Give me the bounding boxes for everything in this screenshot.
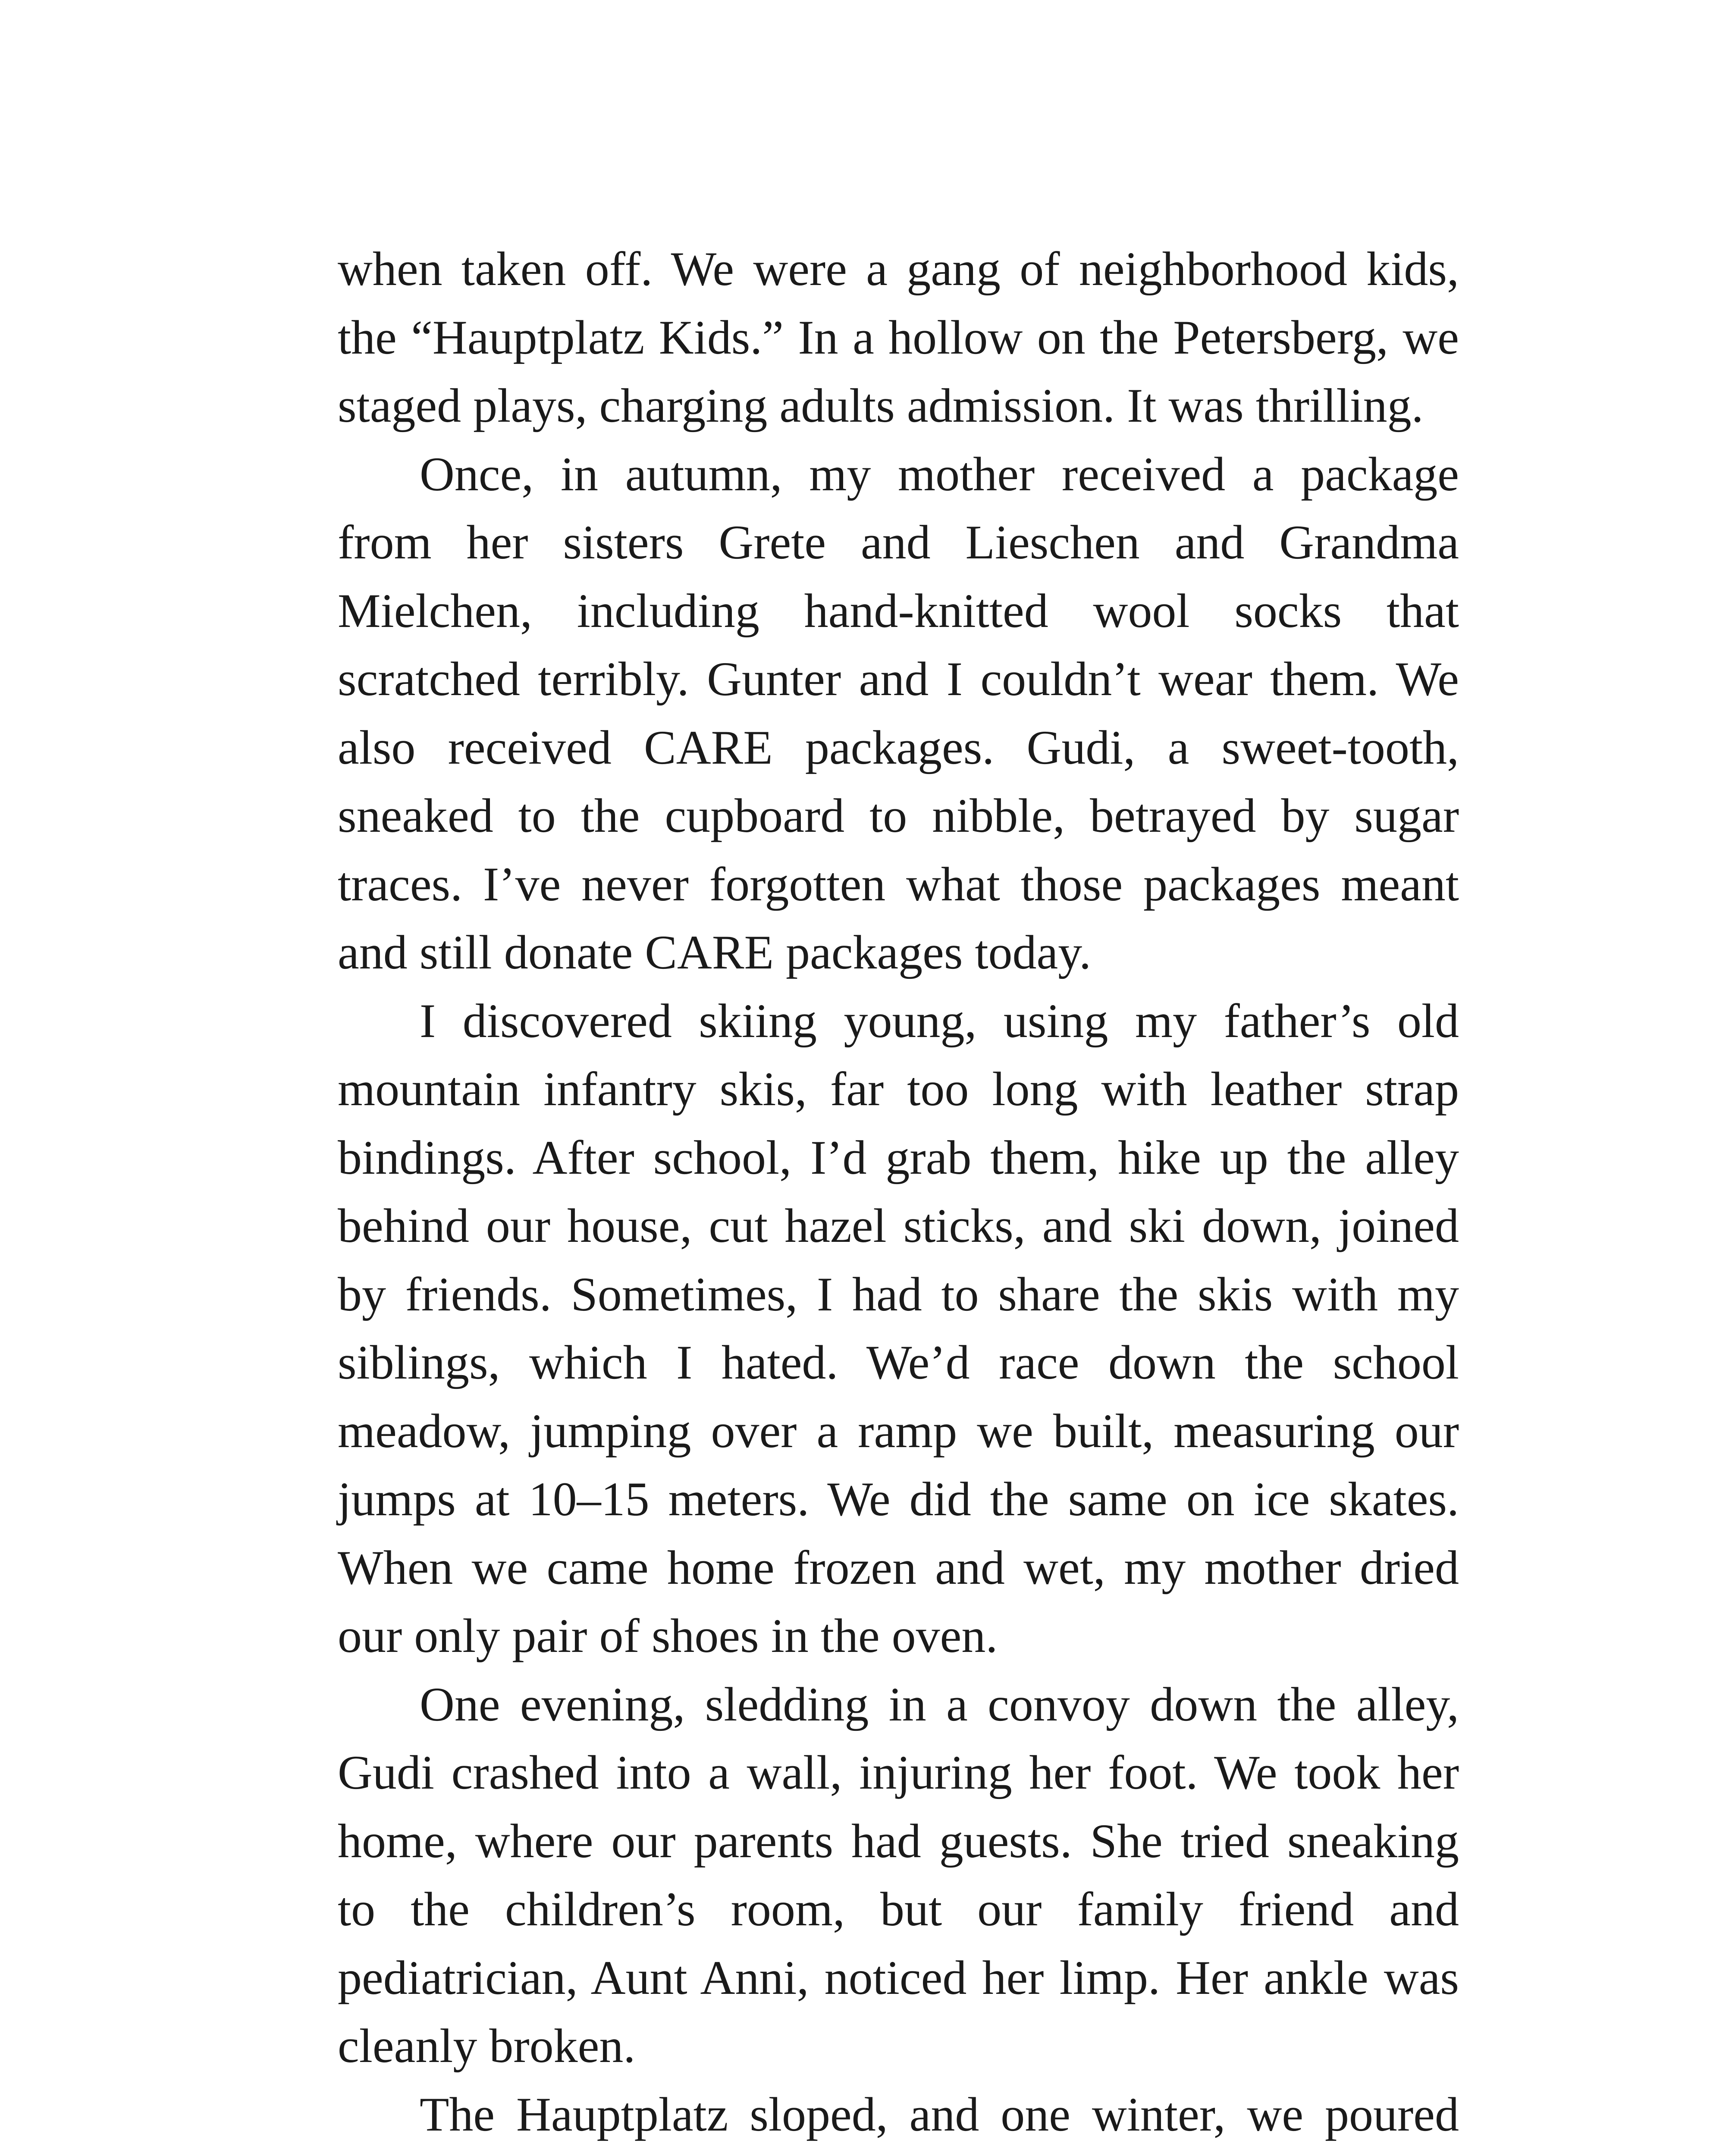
paragraph-care-packages: Once, in autumn, my mother received a package from her sisters Grete and Lieschen and Grandma Mielchen, including hand-knitted wool socks that scratched terribly. Gunter and I couldn’t wear them. We also received CARE packages. Gudi, a sweet-tooth, sneaked to the cupboard to nibble, betrayed by sugar traces. I’ve never forgotten what those packages meant and still donate CARE packages today. — [338, 447, 1459, 979]
body-text — [338, 235, 1459, 2156]
paragraph-sledding: One evening, sledding in a convoy down the alley, Gudi crashed into a wall, injuring her foot. We took her home, where our parents had guests. She tried sneaking to the children’s room, but our family friend and pediatrician, Aunt Anni, noticed her limp. Her ankle was cleanly broken. — [338, 1677, 1459, 2073]
paragraph-continuation: when taken off. We were a gang of neighborhood kids, the “Hauptplatz Kids.” In a hollow on the Petersberg, we staged plays, charging adults admission. It was thrilling. — [338, 242, 1459, 432]
paragraph-ice-slide: The Hauptplatz sloped, and one winter, we poured — [420, 2087, 1459, 2141]
paragraph-skiing: I discovered skiing young, using my father’s old mountain infantry skis, far too long with leather strap bindings. After school, I’d grab them, hike up the alley behind our house, cut hazel sticks, and ski down, joined by friends. Sometimes, I had to share the skis with my siblings, which I hated. We’d race down the school meadow, jumping over a ramp we built, measuring our jumps at 10–15 meters. We did the same on ice skates. When we came home frozen and wet, my mother dried our only pair of shoes in the oven. — [338, 994, 1459, 1663]
